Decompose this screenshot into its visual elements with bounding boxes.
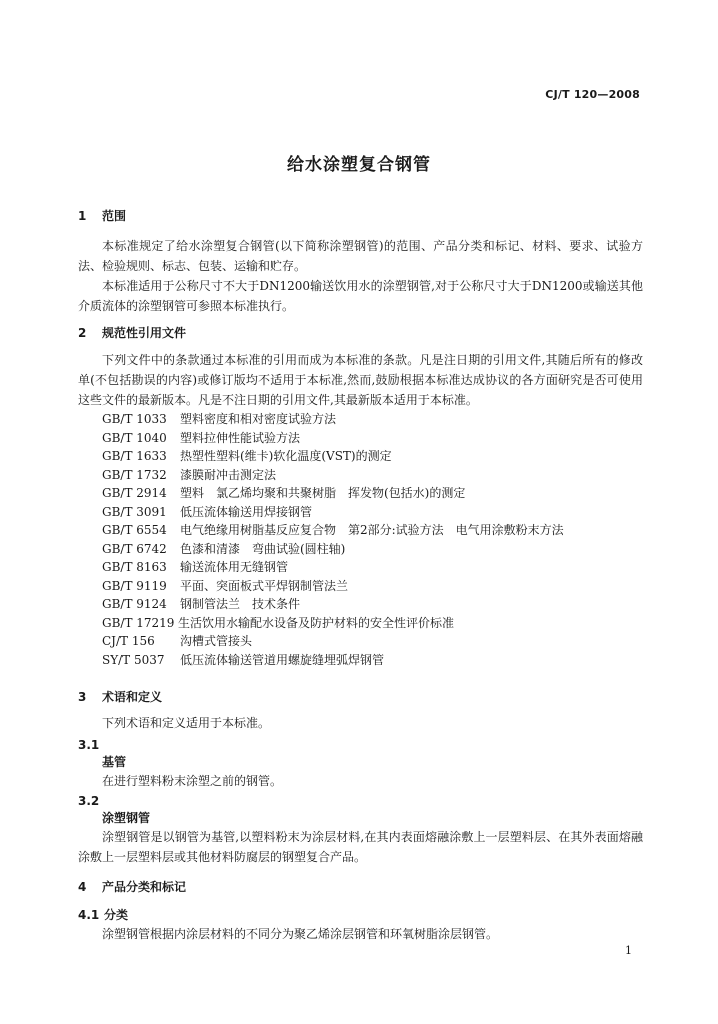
section-2-intro bbox=[78, 350, 643, 410]
reference-title: 塑料密度和相对密度试验方法 bbox=[180, 412, 337, 426]
subsection-title: 分类 bbox=[104, 908, 129, 922]
reference-title: 钢制管法兰 技术条件 bbox=[180, 597, 301, 611]
reference-code: GB/T 17219 bbox=[102, 615, 175, 630]
reference-title: 平面、突面板式平焊钢制管法兰 bbox=[180, 578, 349, 593]
reference-title: 输送流体用无缝钢管 bbox=[180, 560, 289, 574]
reference-code: GB/T 1033 bbox=[102, 412, 167, 426]
term-3-1-definition: 在进行塑料粉末涂塑之前的钢管。 bbox=[102, 774, 283, 788]
reference-code: GB/T 1040 bbox=[102, 430, 167, 445]
reference-title: 色漆和清漆 弯曲试验(圆柱轴) bbox=[180, 541, 346, 556]
reference-title: 沟槽式管接头 bbox=[180, 634, 253, 648]
reference-code: GB/T 6742 bbox=[102, 541, 167, 556]
reference-item bbox=[102, 484, 564, 503]
reference-title: 低压流体输送用焊接钢管 bbox=[180, 504, 313, 519]
paragraph: 本标准规定了给水涂塑复合钢管(以下简称涂塑钢管)的范围、产品分类和标记、材料、要求、试验方法、检验规则、标志、包装、运输和贮存。 bbox=[78, 239, 643, 273]
reference-title: 漆膜耐冲击测定法 bbox=[180, 467, 277, 482]
reference-code: GB/T 9124 bbox=[102, 597, 167, 611]
section-number: 1 bbox=[78, 209, 87, 223]
reference-code: GB/T 6554 bbox=[102, 523, 167, 537]
reference-code: GB/T 3091 bbox=[102, 504, 167, 519]
section-1-body bbox=[78, 236, 643, 316]
reference-item bbox=[102, 558, 564, 577]
term-3-2-number: 3.2 bbox=[78, 794, 100, 808]
reference-item bbox=[102, 651, 564, 670]
reference-title: 塑料 氯乙烯均聚和共聚树脂 挥发物(包括水)的测定 bbox=[180, 486, 466, 500]
reference-item bbox=[102, 614, 564, 633]
term-3-1-name: 基管 bbox=[102, 755, 127, 769]
reference-title: 生活饮用水输配水设备及防护材料的安全性评价标准 bbox=[178, 615, 455, 630]
reference-code: SY/T 5037 bbox=[102, 652, 165, 667]
paragraph: 下列文件中的条款通过本标准的引用而成为本标准的条款。凡是注日期的引用文件,其随后所有的修改单(不包括勘误的内容)或修订版均不适用于本标准,然而,鼓励根据本标准达成协议的各方面研究是否可使用这些文件的最新版本。凡是不注日期的引用文件,其最新版本适用于本标准。 bbox=[78, 353, 643, 407]
subsection-4-1-text: 涂塑钢管根据内涂层材料的不同分为聚乙烯涂层钢管和环氧树脂涂层钢管。 bbox=[102, 927, 499, 941]
reference-item bbox=[102, 540, 564, 559]
standard-code: CJ/T 120—2008 bbox=[545, 88, 640, 101]
reference-title: 塑料拉伸性能试验方法 bbox=[180, 430, 301, 445]
reference-title: 低压流体输送管道用螺旋缝埋弧焊钢管 bbox=[180, 652, 385, 667]
reference-item bbox=[102, 521, 564, 540]
reference-code: GB/T 9119 bbox=[102, 578, 167, 593]
section-3-heading bbox=[78, 688, 162, 706]
section-number: 3 bbox=[78, 690, 87, 704]
section-number: 4 bbox=[78, 880, 87, 894]
section-title: 术语和定义 bbox=[102, 690, 163, 704]
reference-title: 热塑性塑料(维卡)软化温度(VST)的测定 bbox=[180, 449, 392, 463]
reference-list bbox=[102, 410, 564, 669]
term-3-1-number: 3.1 bbox=[78, 738, 100, 752]
subsection-number: 4.1 bbox=[78, 908, 100, 922]
reference-code: GB/T 1633 bbox=[102, 449, 167, 463]
section-title: 规范性引用文件 bbox=[102, 326, 187, 340]
reference-item bbox=[102, 466, 564, 485]
reference-item bbox=[102, 503, 564, 522]
reference-item bbox=[102, 410, 564, 429]
paragraph: 本标准适用于公称尺寸不大于DN1200输送饮用水的涂塑钢管,对于公称尺寸大于DN1200或输送其他介质流体的涂塑钢管可参照本标准执行。 bbox=[78, 279, 643, 313]
paragraph: 涂塑钢管是以钢管为基管,以塑料粉末为涂层材料,在其内表面熔融涂敷上一层塑料层、在其外表面熔融涂敷上一层塑料层或其他材料防腐层的钢塑复合产品。 bbox=[78, 830, 643, 864]
reference-item bbox=[102, 429, 564, 448]
term-3-2-definition bbox=[78, 827, 643, 867]
reference-code: GB/T 1732 bbox=[102, 467, 167, 482]
reference-item bbox=[102, 595, 564, 614]
section-title: 范围 bbox=[102, 209, 127, 223]
reference-item bbox=[102, 577, 564, 596]
page-number: 1 bbox=[625, 944, 632, 957]
section-3-intro: 下列术语和定义适用于本标准。 bbox=[102, 716, 271, 730]
term-3-2-name: 涂塑钢管 bbox=[102, 811, 151, 825]
section-4-heading bbox=[78, 878, 186, 896]
reference-item bbox=[102, 632, 564, 651]
section-title: 产品分类和标记 bbox=[102, 880, 187, 894]
section-2-heading bbox=[78, 324, 186, 342]
reference-title: 电气绝缘用树脂基反应复合物 第2部分:试验方法 电气用涂敷粉末方法 bbox=[180, 523, 564, 537]
subsection-4-1-heading bbox=[78, 906, 128, 924]
reference-code: GB/T 2914 bbox=[102, 486, 167, 500]
section-number: 2 bbox=[78, 326, 87, 340]
reference-item bbox=[102, 447, 564, 466]
document-title: 给水涂塑复合钢管 bbox=[287, 155, 431, 175]
section-1-heading bbox=[78, 207, 126, 225]
reference-code: GB/T 8163 bbox=[102, 560, 167, 574]
reference-code: CJ/T 156 bbox=[102, 634, 155, 648]
